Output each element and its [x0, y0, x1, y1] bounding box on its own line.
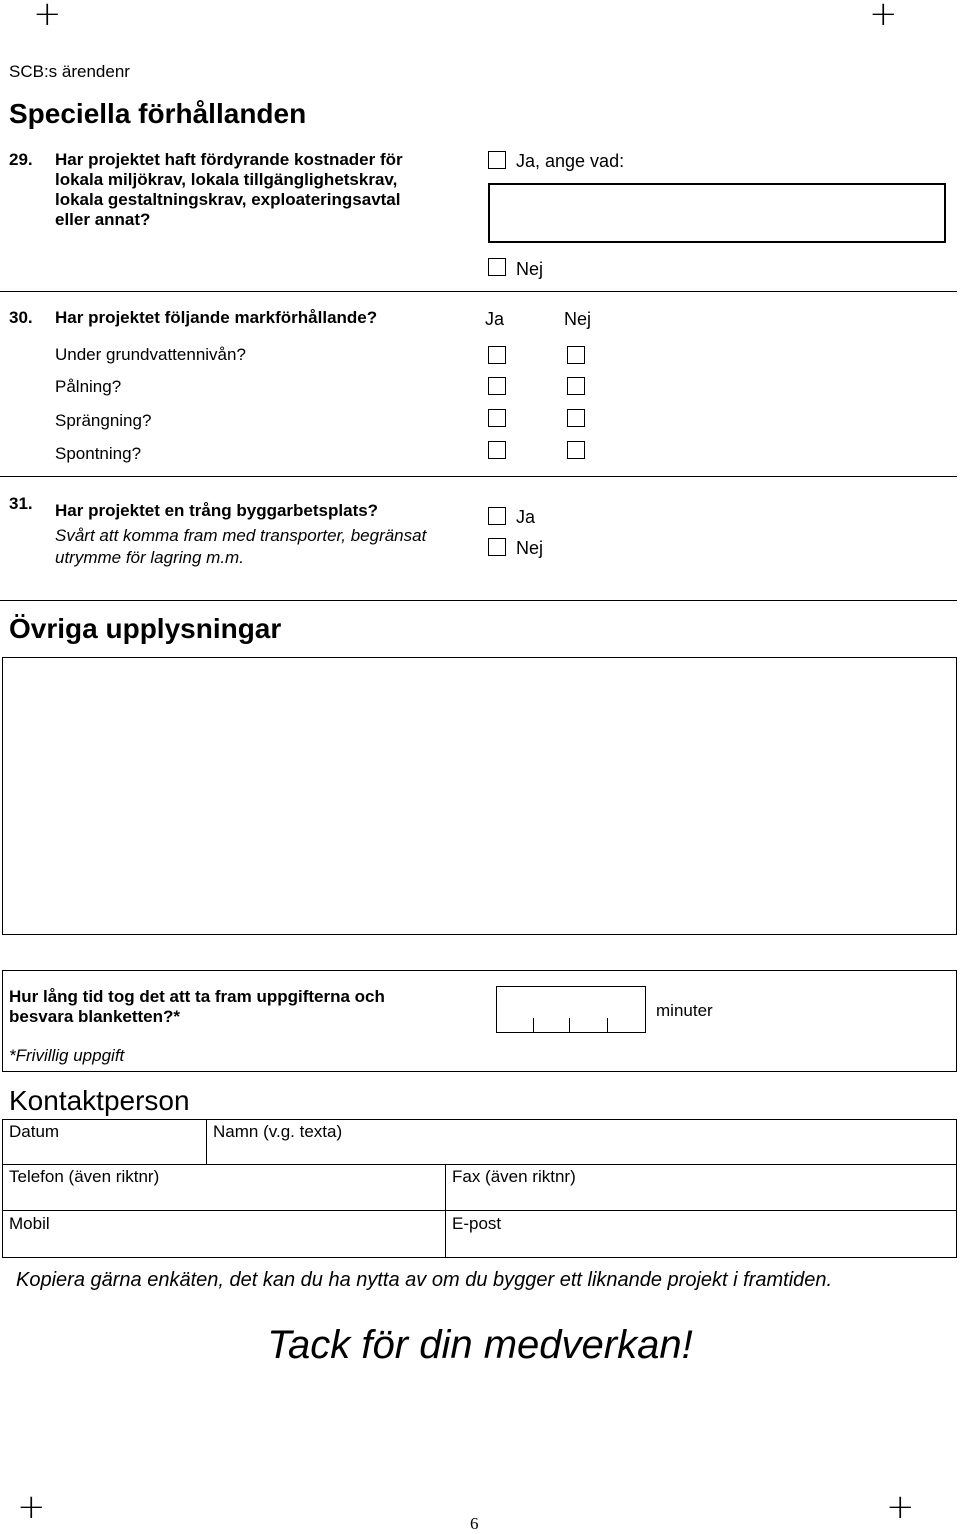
q30-item-yes-checkbox[interactable]: [488, 409, 506, 427]
q30-item-label: Pålning?: [55, 377, 122, 396]
q30-item-label: Sprängning?: [55, 411, 152, 430]
registration-mark-icon: +: [17, 1487, 46, 1527]
digit-divider: [607, 1018, 608, 1033]
email-field[interactable]: E-post: [452, 1214, 502, 1233]
section-title-contact: Kontaktperson: [9, 1085, 190, 1116]
q30-item-yes-checkbox[interactable]: [488, 377, 506, 395]
q29-specify-field[interactable]: [488, 183, 946, 243]
table-border: [2, 1210, 957, 1211]
q30-col-no: Nej: [564, 309, 592, 329]
q31-note: [55, 525, 485, 569]
q29-question: [55, 150, 475, 230]
copy-note: Kopiera gärna enkäten, det kan du ha nytta av om du bygger ett liknande projekt i framtiden.: [16, 1269, 833, 1291]
q30-number: 30.: [9, 308, 33, 327]
mobile-field[interactable]: Mobil: [9, 1214, 50, 1233]
name-field[interactable]: Namn (v.g. texta): [213, 1122, 343, 1141]
q30-item-no-checkbox[interactable]: [567, 377, 585, 395]
time-question-line: besvara blanketten?*: [9, 1007, 181, 1026]
q31-no-checkbox[interactable]: [488, 538, 506, 556]
q30-item-no-checkbox[interactable]: [567, 441, 585, 459]
registration-mark-icon: +: [886, 1487, 915, 1527]
q30-question: Har projektet följande markförhållande?: [55, 308, 378, 327]
divider: [0, 291, 957, 292]
q30-item-yes-checkbox[interactable]: [488, 346, 506, 364]
registration-mark-icon: +: [33, 0, 62, 34]
divider: [0, 600, 957, 601]
scb-case-number-label: SCB:s ärendenr: [9, 62, 130, 81]
table-border: [445, 1164, 446, 1257]
table-border: [2, 1164, 957, 1165]
q31-note-line: utrymme för lagring m.m.: [55, 548, 244, 567]
digit-divider: [569, 1018, 570, 1033]
thank-you-message: Tack för din medverkan!: [267, 1323, 693, 1367]
table-border: [2, 1257, 957, 1258]
time-question: [9, 987, 479, 1027]
q30-item-no-checkbox[interactable]: [567, 346, 585, 364]
minutes-input[interactable]: [496, 986, 646, 1033]
q31-question: Har projektet en trång byggarbetsplats?: [55, 501, 379, 520]
q31-yes-label: Ja: [516, 507, 536, 527]
digit-divider: [533, 1018, 534, 1033]
q29-no-checkbox[interactable]: [488, 258, 506, 276]
other-info-textarea[interactable]: [2, 657, 957, 935]
q31-yes-checkbox[interactable]: [488, 507, 506, 525]
q30-item-yes-checkbox[interactable]: [488, 441, 506, 459]
q29-line: Har projektet haft fördyrande kostnader för: [55, 150, 403, 169]
q29-yes-checkbox[interactable]: [488, 151, 506, 169]
phone-field[interactable]: Telefon (även riktnr): [9, 1167, 160, 1186]
q29-yes-label: Ja, ange vad:: [516, 151, 625, 171]
table-border: [956, 1119, 957, 1257]
q29-line: lokala miljökrav, lokala tillgänglighetskrav,: [55, 170, 398, 189]
time-question-line: Hur lång tid tog det att ta fram uppgifterna och: [9, 987, 385, 1006]
optional-footnote: *Frivillig uppgift: [9, 1046, 125, 1065]
section-title-other: Övriga upplysningar: [9, 613, 282, 644]
q30-item-label: Under grundvattennivån?: [55, 345, 246, 364]
q29-line: lokala gestaltningskrav, exploateringsavtal: [55, 190, 401, 209]
q31-note-line: Svårt att komma fram med transporter, begränsat: [55, 526, 427, 545]
table-border: [2, 1119, 957, 1120]
fax-field[interactable]: Fax (även riktnr): [452, 1167, 576, 1186]
q30-item-label: Spontning?: [55, 444, 142, 463]
minutes-unit-label: minuter: [656, 1001, 713, 1020]
divider: [0, 476, 957, 477]
q30-col-yes: Ja: [485, 309, 505, 329]
q29-number: 29.: [9, 150, 33, 169]
q31-no-label: Nej: [516, 538, 544, 558]
table-border: [206, 1119, 207, 1164]
page-number: 6: [470, 1514, 479, 1533]
q29-no-label: Nej: [516, 259, 544, 279]
q29-line: eller annat?: [55, 210, 151, 229]
q30-item-no-checkbox[interactable]: [567, 409, 585, 427]
date-field[interactable]: Datum: [9, 1122, 60, 1141]
q31-number: 31.: [9, 494, 33, 513]
section-title-special: Speciella förhållanden: [9, 98, 307, 129]
table-border: [2, 1119, 3, 1257]
registration-mark-icon: +: [869, 0, 898, 34]
